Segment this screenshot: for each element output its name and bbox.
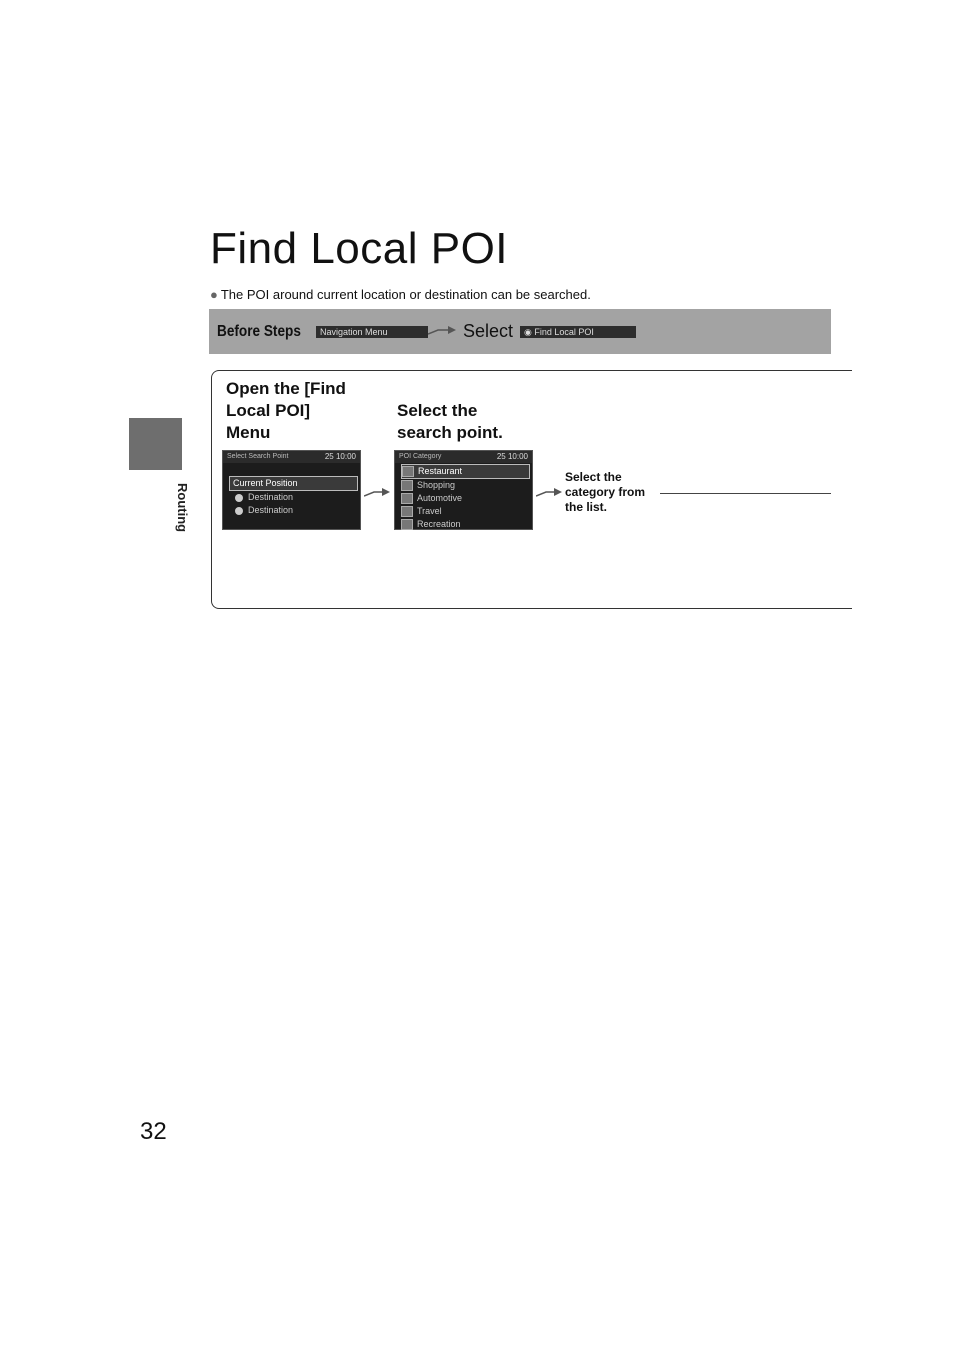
- poi-category-label: Travel: [417, 506, 442, 516]
- before-steps-bar: [209, 309, 831, 354]
- step1-title: [226, 378, 346, 444]
- poi-category-row[interactable]: [401, 479, 530, 492]
- poi-category-row[interactable]: [401, 464, 530, 479]
- arrow-right-icon: [364, 487, 392, 499]
- destination-row[interactable]: [229, 504, 358, 517]
- poi-category-row[interactable]: [401, 492, 530, 505]
- step2-title-line: Select the: [397, 401, 478, 420]
- destination-number-icon: [235, 494, 243, 502]
- step2-title-line: search point.: [397, 423, 503, 442]
- destination-label: Destination: [248, 505, 294, 515]
- screen2-header: [395, 451, 532, 463]
- recreation-icon: [401, 519, 413, 530]
- find-local-poi-chip: [520, 326, 636, 338]
- before-steps-label: Before Steps: [217, 323, 301, 340]
- category-note: [565, 470, 645, 515]
- page-number: 32: [140, 1118, 167, 1145]
- step2-title: [397, 400, 503, 444]
- restaurant-icon: [402, 466, 414, 477]
- note-line: category from: [565, 485, 646, 499]
- section-tab-marker: [129, 418, 182, 470]
- arrow-right-icon: [428, 325, 458, 337]
- select-search-point-screen: [222, 450, 361, 530]
- travel-icon: [401, 506, 413, 517]
- step1-title-line: Local POI]: [226, 401, 311, 420]
- step1-title-line: Menu: [226, 423, 271, 442]
- screen2-header-title: POI Category: [399, 453, 442, 460]
- poi-category-row[interactable]: [401, 518, 530, 531]
- poi-icon: ◉: [524, 327, 535, 337]
- arrow-right-icon: [536, 487, 564, 499]
- screen1-clock: 25 10:00: [324, 452, 356, 461]
- poi-category-screen: [394, 450, 533, 530]
- poi-category-row[interactable]: [401, 505, 530, 518]
- bullet-icon: ●: [210, 287, 218, 302]
- section-label: Routing: [175, 483, 190, 533]
- destination-label: Destination: [248, 492, 294, 502]
- poi-category-label: Automotive: [417, 493, 463, 503]
- poi-category-label: Restaurant: [418, 466, 463, 476]
- navigation-menu-chip: Navigation Menu: [316, 326, 428, 338]
- intro-sentence: The POI around current location or destination can be searched.: [220, 287, 591, 302]
- screen1-header: [223, 451, 360, 463]
- intro-text: [210, 287, 591, 302]
- select-word: Select: [463, 321, 514, 341]
- current-position-row[interactable]: Current Position: [229, 476, 358, 491]
- poi-category-label: Shopping: [417, 480, 456, 490]
- page-title: Find Local POI: [210, 224, 509, 273]
- poi-category-label: Recreation: [417, 519, 461, 529]
- destination-row[interactable]: [229, 491, 358, 504]
- note-line: Select the: [565, 470, 622, 484]
- screen2-clock: 25 10:00: [496, 452, 528, 461]
- automotive-icon: [401, 493, 413, 504]
- step1-title-line: Open the [Find: [226, 379, 346, 398]
- callout-line: [660, 493, 831, 494]
- find-chip-label: Find Local POI: [534, 327, 594, 337]
- screen1-header-title: Select Search Point: [227, 453, 289, 460]
- destination-flag-icon: [235, 507, 243, 515]
- shopping-icon: [401, 480, 413, 491]
- note-line: the list.: [565, 500, 608, 514]
